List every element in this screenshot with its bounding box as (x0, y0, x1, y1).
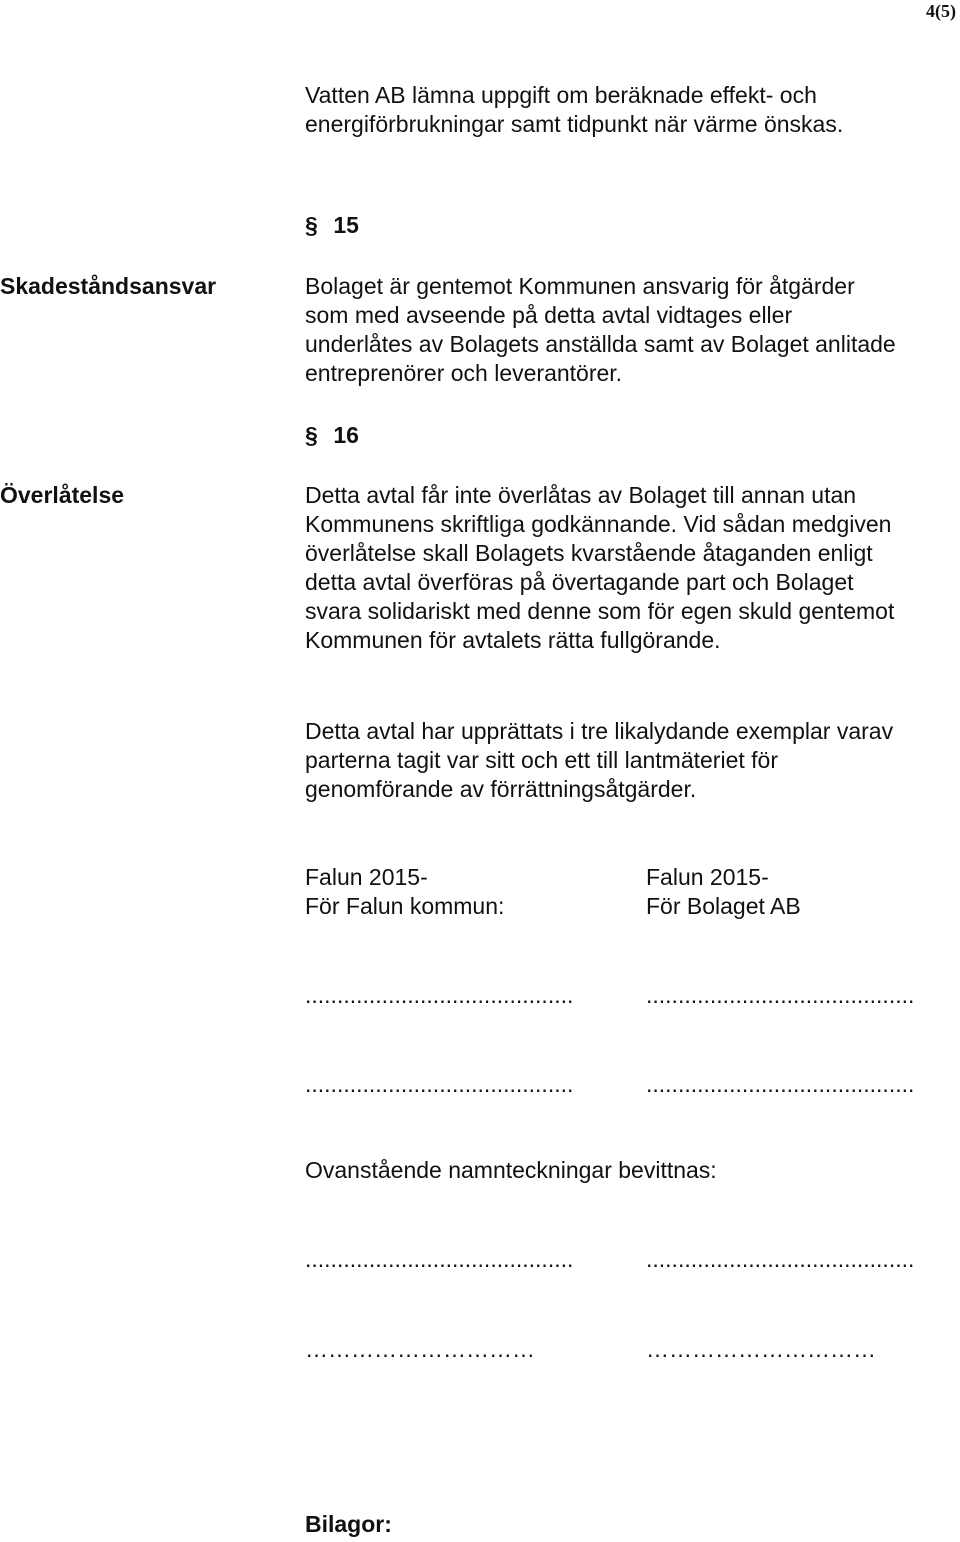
left-place-date: Falun 2015- (305, 864, 428, 890)
section-15-line: underlåtes av Bolagets anställda samt av Bolaget anlitade (305, 331, 896, 357)
closing-paragraph (305, 717, 960, 804)
name-clarification-line-right: .......................................... (646, 1071, 915, 1097)
right-party: För Bolaget AB (646, 893, 801, 919)
closing-line: parterna tagit var sitt och ett till lantmäteriet för (305, 747, 778, 773)
attachments-heading: Bilagor: (305, 1511, 392, 1537)
closing-line: Detta avtal har upprättats i tre likalydande exemplar varav (305, 718, 894, 744)
signature-line-right: .......................................... (646, 982, 915, 1008)
witness-signature-line-right: .......................................... (646, 1246, 915, 1272)
intro-line: energiförbrukningar samt tidpunkt när värme önskas. (305, 111, 844, 137)
witness-label: Ovanstående namnteckningar bevittnas: (305, 1157, 717, 1183)
left-party: För Falun kommun: (305, 893, 505, 919)
section-16-line: överlåtelse skall Bolagets kvarstående åtaganden enligt (305, 540, 873, 566)
section-15-line: entreprenörer och leverantörer. (305, 360, 623, 386)
section-16-heading: Överlåtelse (0, 482, 125, 508)
name-clarification-line-left: .......................................... (305, 1071, 574, 1097)
section-15-line: Bolaget är gentemot Kommunen ansvarig för åtgärder (305, 273, 855, 299)
section-number: 15 (333, 212, 359, 238)
section-15-heading: Skadeståndsansvar (0, 273, 217, 299)
signature-line-left: .......................................... (305, 982, 574, 1008)
section-15-number (305, 211, 359, 240)
section-16-line: Detta avtal får inte överlåtas av Bolaget till annan utan (305, 482, 857, 508)
witness-name-line-left: ………………………… (305, 1336, 535, 1362)
section-16-line: Kommunen för avtalets rätta fullgörande. (305, 627, 721, 653)
closing-line: genomförande av förrättningsåtgärder. (305, 776, 697, 802)
section-15-text (305, 272, 960, 388)
page-number: 4(5) (926, 1, 956, 21)
section-16-text (305, 481, 960, 655)
intro-paragraph (305, 81, 960, 139)
section-number: 16 (333, 422, 359, 448)
section-symbol: § (305, 212, 318, 238)
section-16-line: Kommunens skriftliga godkännande. Vid sådan medgiven (305, 511, 892, 537)
right-place-date: Falun 2015- (646, 864, 769, 890)
witness-signature-line-left: .......................................... (305, 1246, 574, 1272)
section-symbol: § (305, 422, 318, 448)
intro-line: Vatten AB lämna uppgift om beräknade effekt- och (305, 82, 817, 108)
section-15-line: som med avseende på detta avtal vidtages eller (305, 302, 793, 328)
section-16-number (305, 421, 359, 450)
section-16-line: svara solidariskt med denne som för egen skuld gentemot (305, 598, 895, 624)
witness-name-line-right: ………………………… (646, 1336, 876, 1362)
section-16-line: detta avtal överföras på övertagande part och Bolaget (305, 569, 854, 595)
